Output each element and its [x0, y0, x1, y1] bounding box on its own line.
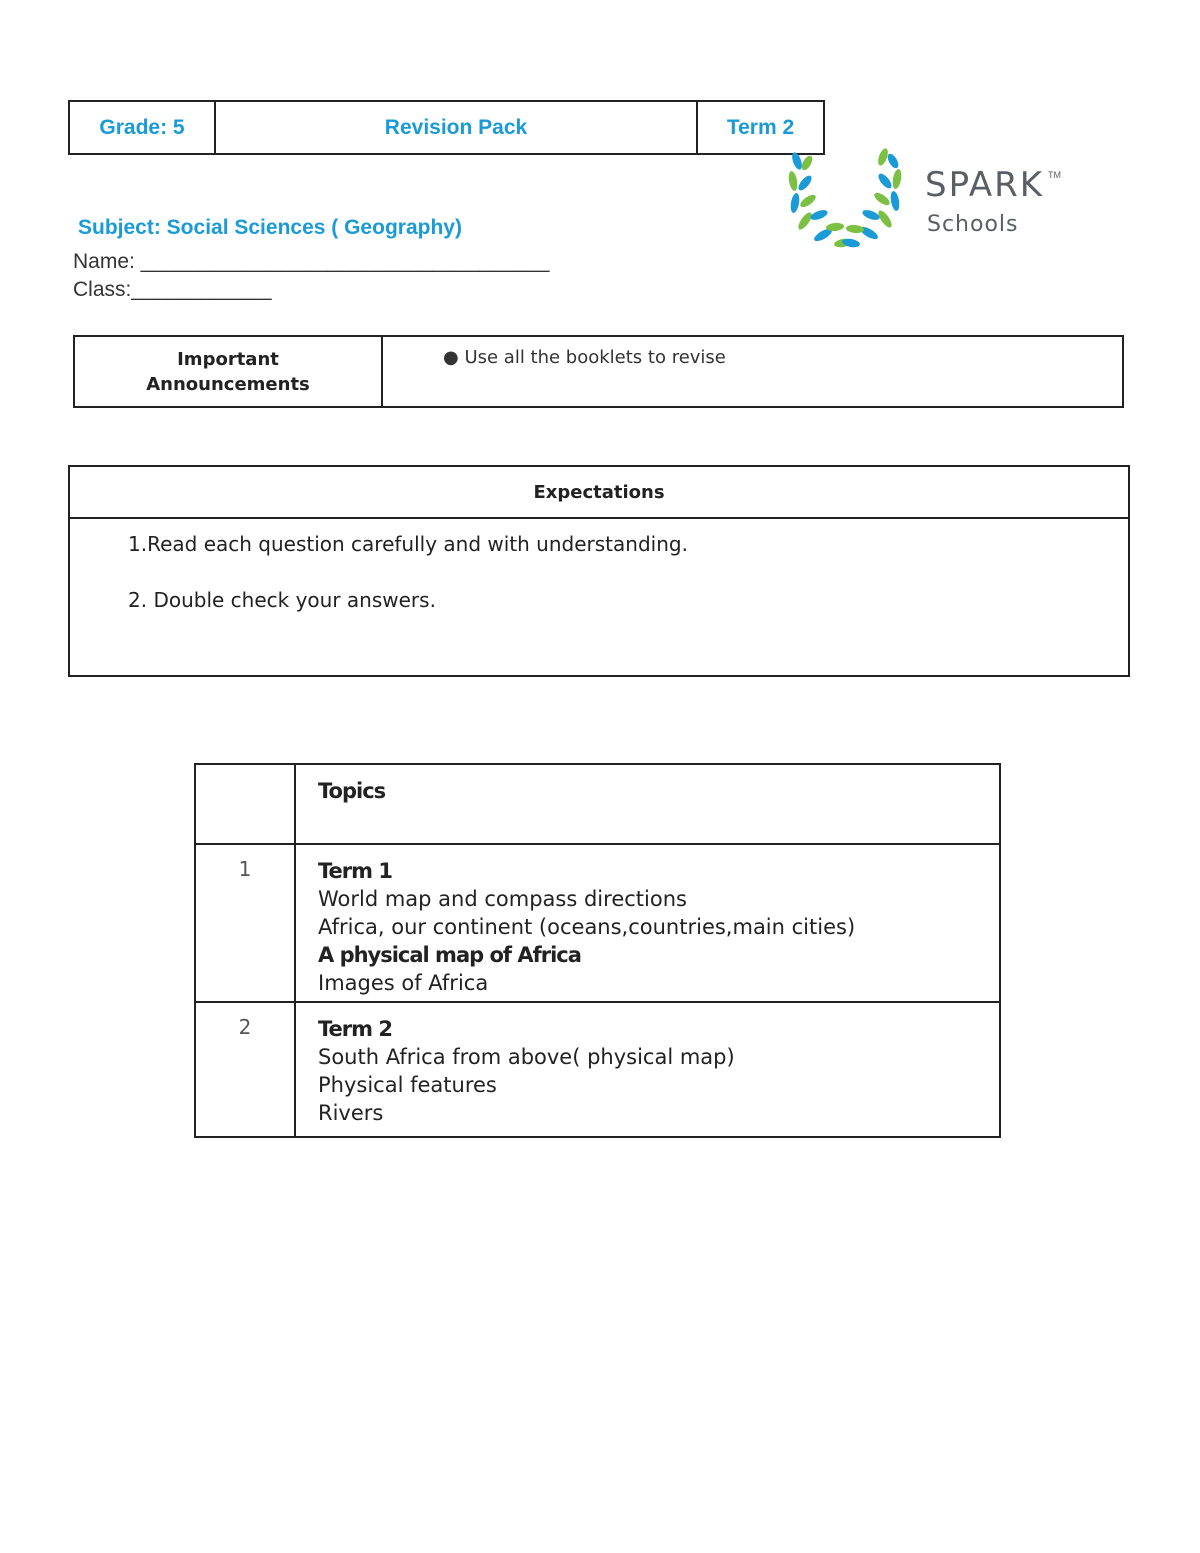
grade-cell: Grade: 5: [70, 102, 216, 153]
subject-title: Subject: Social Sciences ( Geography): [78, 216, 462, 239]
laurel-right-icon: [841, 147, 902, 248]
logo-brand: SPARK: [925, 165, 1045, 205]
revision-pack-cell: Revision Pack: [216, 102, 698, 153]
topics-header-num-cell: [196, 765, 296, 843]
term-cell: Term 2: [726, 115, 795, 139]
row-title: Term 1: [318, 859, 392, 883]
announcements-content: [383, 337, 1122, 406]
logo-subtext: Schools: [927, 212, 1019, 237]
expectation-item-1: 1.Read each question carefully and with understanding.: [128, 532, 688, 556]
topic-line: Images of Africa: [318, 971, 489, 995]
announcements-label: [75, 337, 383, 406]
expectations-title: Expectations: [70, 467, 1128, 519]
topic-line: World map and compass directions: [318, 887, 687, 911]
logo-trademark: TM: [1048, 170, 1061, 180]
table-row: [196, 843, 999, 1003]
expectations-table: [68, 465, 1130, 677]
row-number: 2: [196, 1003, 296, 1138]
table-row: [196, 1001, 999, 1138]
header-table: [68, 100, 825, 155]
announcements-label-line1: Important: [177, 348, 279, 370]
topic-line-bold: A physical map of Africa: [318, 943, 581, 967]
row-number: 1: [196, 845, 296, 1003]
topics-table: [194, 763, 1001, 1138]
topic-line: Rivers: [318, 1101, 384, 1125]
announcements-label-line2: Announcements: [146, 373, 310, 395]
announcements-table: [73, 335, 1124, 408]
topics-header: Topics: [318, 779, 386, 803]
topics-header-row: [196, 765, 999, 843]
bullet-icon: ●: [443, 347, 465, 368]
name-field[interactable]: Name: ___________________________________: [73, 250, 550, 273]
announcement-item: Use all the booklets to revise: [464, 347, 726, 368]
expectation-item-2: 2. Double check your answers.: [128, 588, 436, 612]
topic-line: Africa, our continent (oceans,countries,main cities): [318, 915, 856, 939]
topic-line: Physical features: [318, 1073, 497, 1097]
laurel-left-icon: [787, 151, 852, 248]
class-field[interactable]: Class:____________: [73, 278, 272, 301]
topic-line: South Africa from above( physical map): [318, 1045, 735, 1069]
row-title: Term 2: [318, 1017, 392, 1041]
